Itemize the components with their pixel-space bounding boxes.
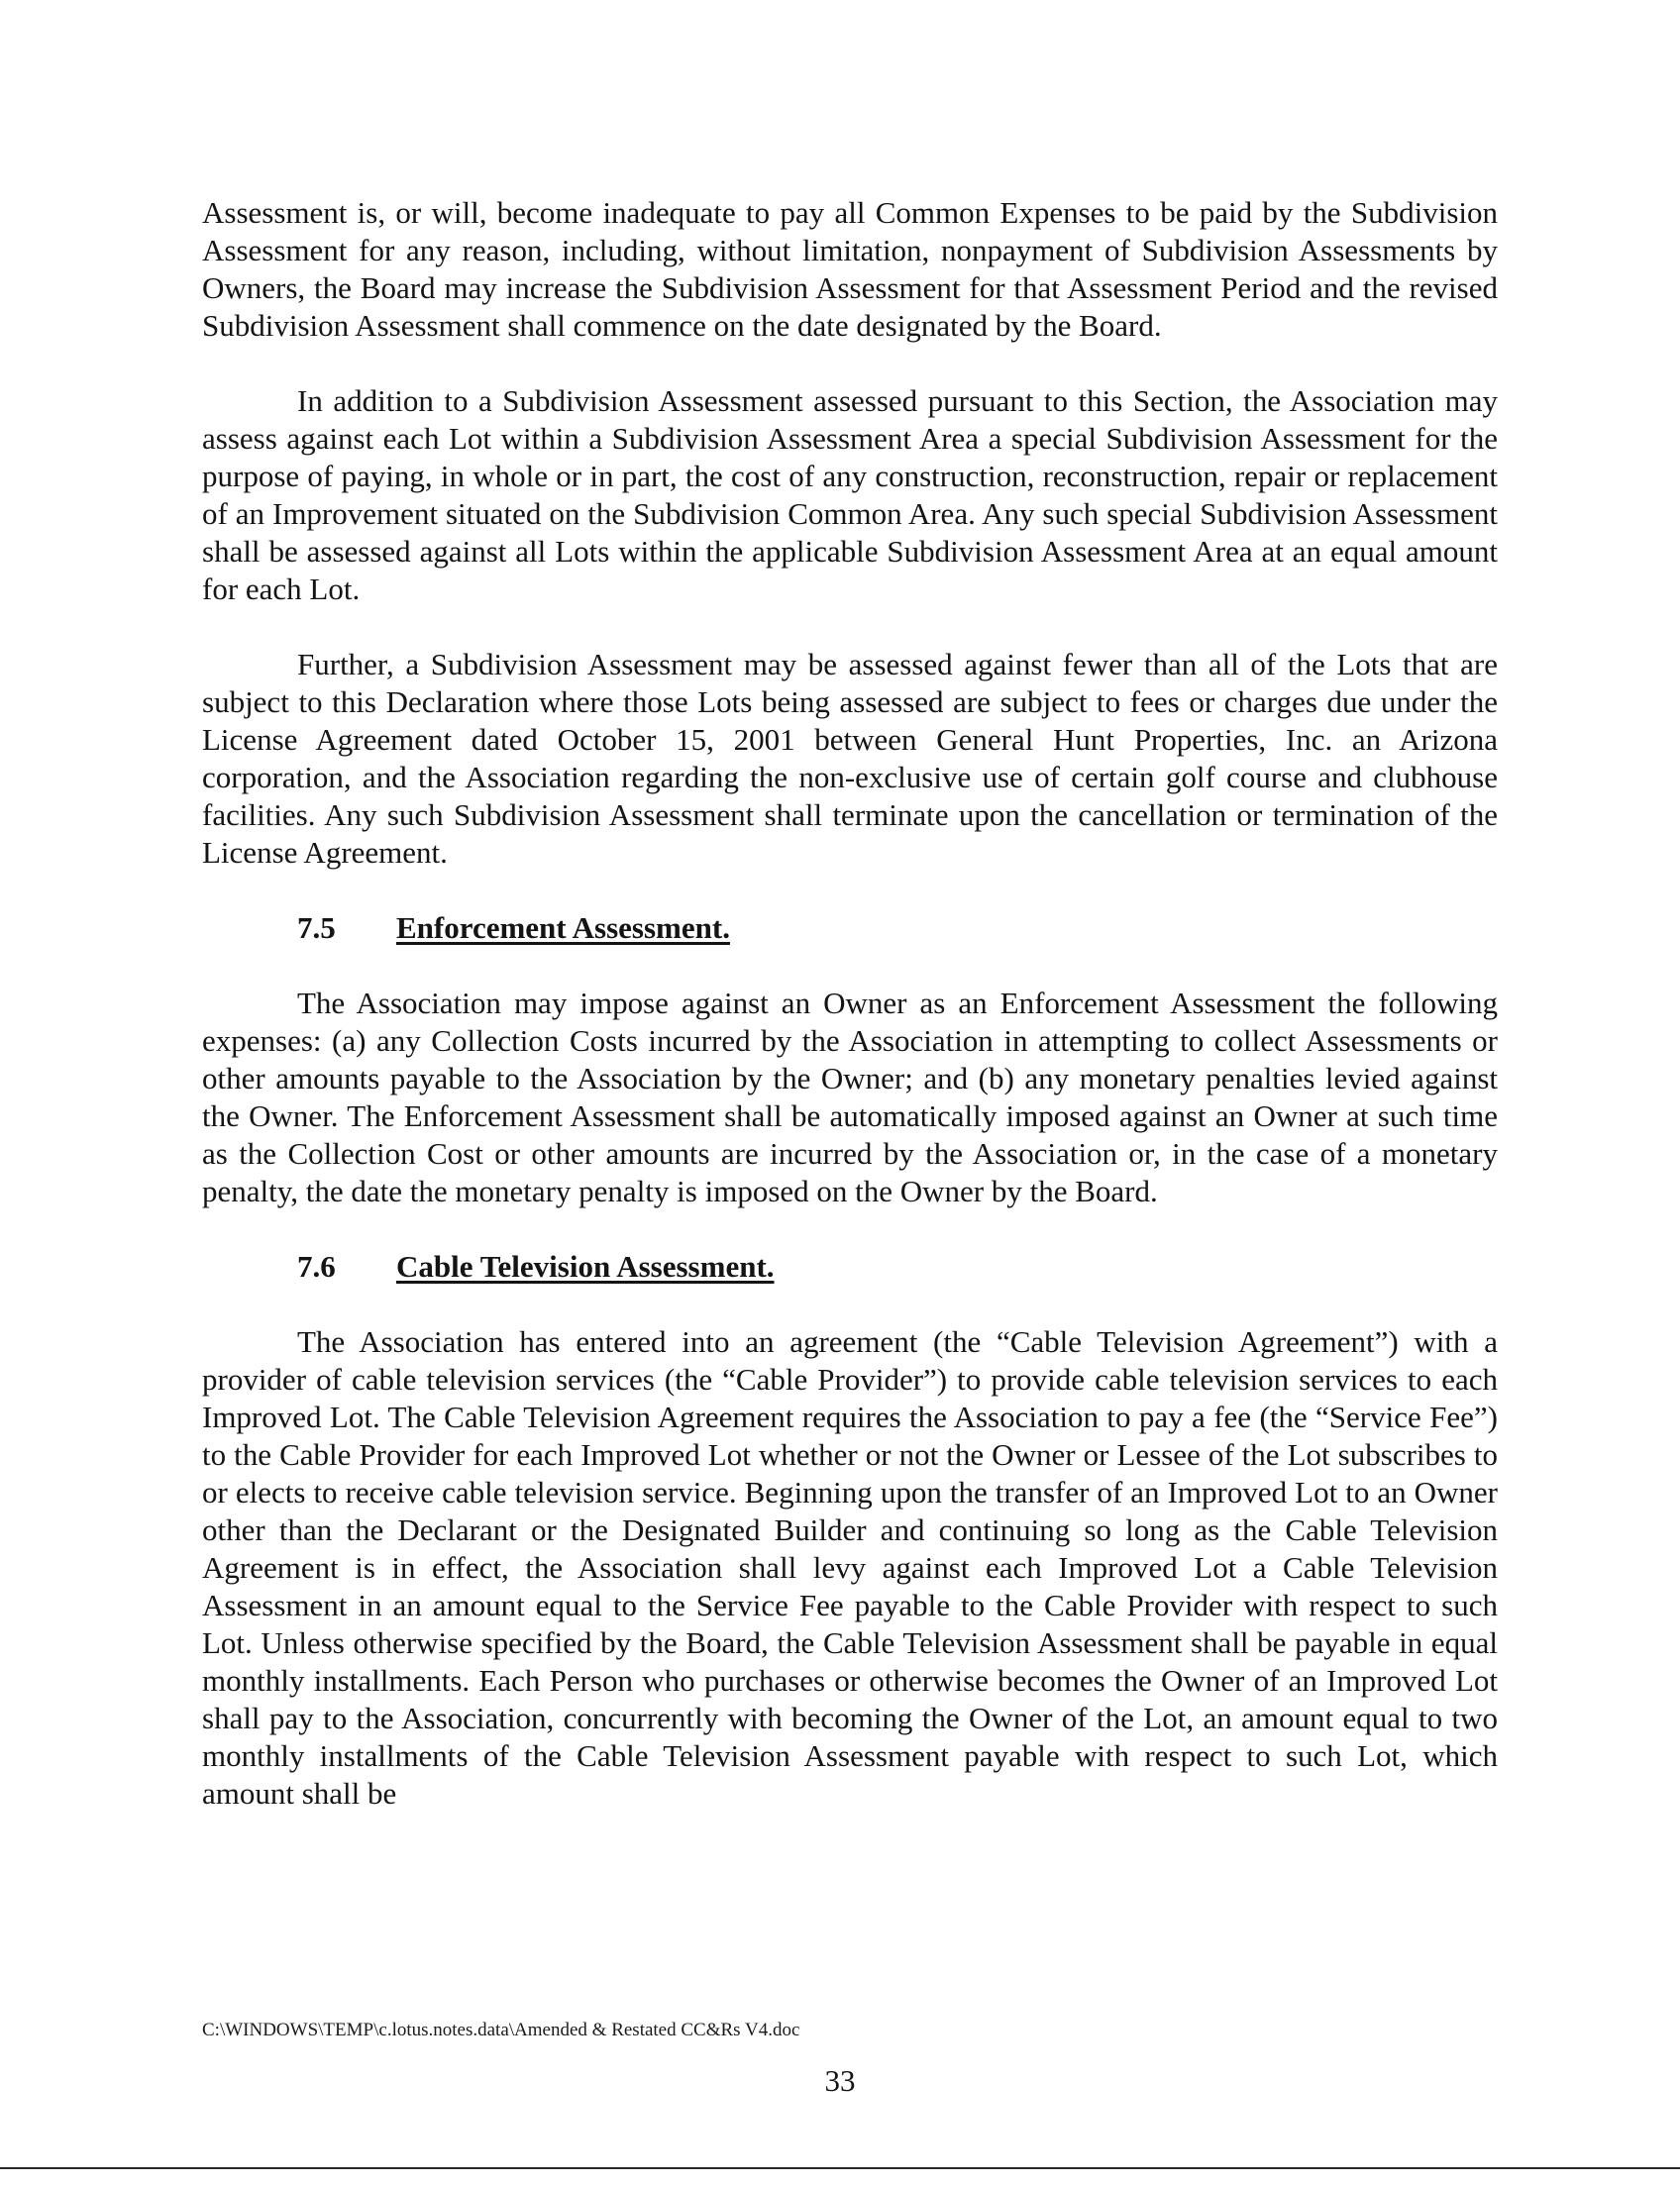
- paragraph-special-assessment: In addition to a Subdivision Assessment assessed pursuant to this Section, the Association may assess against each Lot within a Subdivision Assessment Area a special Subdivision Assessment for the purpose of paying, in whole or in part, the cost of any construction, reconstruction, repair or replacement of an Improvement situated on the Subdivision Common Area. Any such special Subdivision Assessment shall be assessed against all Lots within the applicable Subdivision Assessment Area at an equal amount for each Lot.: [202, 383, 1498, 606]
- section-7-6-body: The Association has entered into an agreement (the “Cable Television Agreement”) with a provider of cable television services (the “Cable Provider”) to provide cable television services to each Improved Lot. The Cable Television Agreement requires the Association to pay a fee (the “Service Fee”) to the Cable Provider for each Improved Lot whether or not the Owner or Lessee of the Lot subscribes to or elects to receive cable television service. Beginning upon the transfer of an Improved Lot to an Owner other than the Declarant or the Designated Builder and continuing so long as the Cable Television Agreement is in effect, the Association shall levy against each Improved Lot a Cable Television Assessment in an amount equal to the Service Fee payable to the Cable Provider with respect to such Lot. Unless otherwise specified by the Board, the Cable Television Assessment shall be payable in equal monthly installments. Each Person who purchases or otherwise becomes the Owner of an Improved Lot shall pay to the Association, concurrently with becoming the Owner of the Lot, an amount equal to two monthly installments of the Cable Television Assessment payable with respect to such Lot, which amount shall be: [202, 1324, 1498, 1811]
- paragraph-continuation: Assessment is, or will, become inadequate to pay all Common Expenses to be paid by the Subdivision Assessment for any reason, including, without limitation, nonpayment of Subdivision Assessments by Owners, the Board may increase the Subdivision Assessment for that Assessment Period and the revised Subdivision Assessment shall commence on the date designated by the Board.: [202, 195, 1498, 343]
- paragraph-gap: [202, 1210, 1498, 1248]
- paragraph-gap: [202, 872, 1498, 909]
- section-number: 7.6: [297, 1249, 336, 1284]
- paragraph-gap: [202, 608, 1498, 646]
- section-number: 7.5: [297, 910, 336, 945]
- page-number: 33: [824, 2063, 856, 2098]
- paragraph-gap: [202, 1286, 1498, 1323]
- section-heading-7-6: [202, 1248, 1498, 1286]
- section-title: Enforcement Assessment.: [396, 910, 730, 945]
- section-heading-7-5: [202, 909, 1498, 947]
- paragraph-license-agreement: Further, a Subdivision Assessment may be assessed against fewer than all of the Lots that are subject to this Declaration where those Lots being assessed are subject to fees or charges due under the License Agreement dated October 15, 2001 between General Hunt Properties, Inc. an Arizona corporation, and the Association regarding the non-exclusive use of certain golf course and clubhouse facilities. Any such Subdivision Assessment shall terminate upon the cancellation or termination of the License Agreement.: [202, 647, 1498, 870]
- paragraph-gap: [202, 947, 1498, 985]
- bottom-divider: [0, 2167, 1680, 2169]
- page-body: [202, 194, 1498, 1813]
- section-title: Cable Television Assessment.: [396, 1249, 775, 1284]
- paragraph-gap: [202, 345, 1498, 382]
- section-7-5-body: The Association may impose against an Owner as an Enforcement Assessment the following expenses: (a) any Collection Costs incurred by the Association in attempting to collect Assessments or other amounts payable to the Association by the Owner; and (b) any monetary penalties levied against the Owner. The Enforcement Assessment shall be automatically imposed against an Owner at such time as the Collection Cost or other amounts are incurred by the Association or, in the case of a monetary penalty, the date the monetary penalty is imposed on the Owner by the Board.: [202, 986, 1498, 1208]
- footer-file-path: C:\WINDOWS\TEMP\c.lotus.notes.data\Amended & Restated CC&Rs V4.doc: [202, 2020, 800, 2040]
